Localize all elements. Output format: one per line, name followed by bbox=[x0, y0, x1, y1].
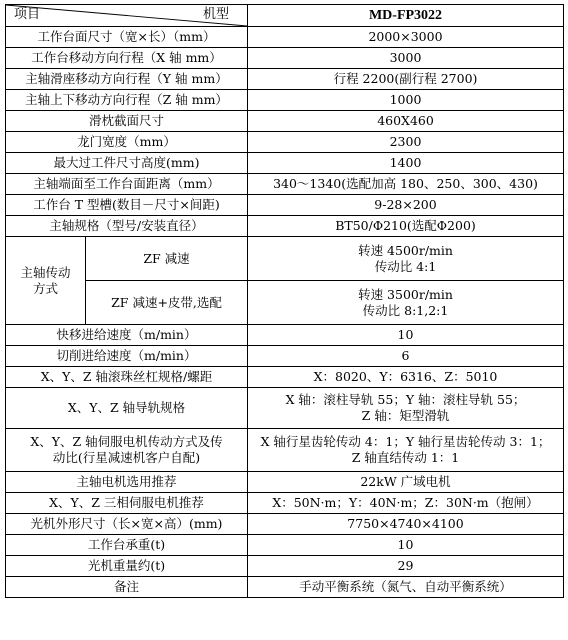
row-value: 2000×3000 bbox=[248, 27, 564, 48]
table-row bbox=[6, 472, 564, 493]
row-value: 29 bbox=[248, 556, 564, 577]
row-value: 22kW 广域电机 bbox=[248, 472, 564, 493]
ratio-value: 传动比 4:1 bbox=[374, 258, 437, 274]
speed-value: 转速 4500r/min bbox=[358, 242, 453, 258]
table-row bbox=[6, 153, 564, 174]
table-row bbox=[6, 132, 564, 153]
table-row bbox=[6, 195, 564, 216]
row-value: 10 bbox=[248, 535, 564, 556]
table-row bbox=[6, 346, 564, 367]
transmission-sub-value bbox=[248, 237, 564, 281]
table-row bbox=[6, 535, 564, 556]
row-label: X、Y、Z 轴滚珠丝杠规格/螺距 bbox=[6, 367, 248, 388]
row-value: X：8020、Y：6316、Z：5010 bbox=[248, 367, 564, 388]
row-label: 工作台面尺寸（宽×长）（mm） bbox=[6, 27, 248, 48]
row-value: 1000 bbox=[248, 90, 564, 111]
row-label: 切削进给速度（m/min） bbox=[6, 346, 248, 367]
row-label: 快移进给速度（m/min） bbox=[6, 325, 248, 346]
table-row bbox=[6, 514, 564, 535]
diagonal-header-cell bbox=[6, 5, 248, 27]
row-label: 主轴端面至工作台面距离（mm） bbox=[6, 174, 248, 195]
table-row bbox=[6, 48, 564, 69]
row-label: 主轴上下移动方向行程（Z 轴 mm） bbox=[6, 90, 248, 111]
servo-label-line1: X、Y、Z 轴伺服电机传动方式及传 bbox=[30, 434, 223, 449]
row-label: X、Y、Z 三相伺服电机推荐 bbox=[6, 493, 248, 514]
row-label bbox=[6, 429, 248, 472]
row-value: 手动平衡系统（氮气、自动平衡系统） bbox=[248, 577, 564, 598]
transmission-sub-label: ZF 减速+皮带,选配 bbox=[86, 281, 248, 325]
row-value: 1400 bbox=[248, 153, 564, 174]
row-label: 光机重量约(t) bbox=[6, 556, 248, 577]
row-label: 主轴电机选用推荐 bbox=[6, 472, 248, 493]
row-label: 最大过工件尺寸高度(mm) bbox=[6, 153, 248, 174]
table-row bbox=[6, 69, 564, 90]
item-header-label: 项目 bbox=[14, 7, 41, 22]
guide-value-line1: X 轴：滚柱导轨 55；Y 轴：滚柱导轨 55； bbox=[285, 392, 526, 407]
table-row bbox=[6, 367, 564, 388]
table-row bbox=[6, 493, 564, 514]
ratio-value: 传动比 8:1,2:1 bbox=[362, 302, 449, 318]
model-header-label: 机型 bbox=[202, 7, 229, 22]
row-label: 滑枕截面尺寸 bbox=[6, 111, 248, 132]
row-label: 备注 bbox=[6, 577, 248, 598]
row-value: X：50N·m；Y：40N·m；Z：30N·m（抱闸） bbox=[248, 493, 564, 514]
servo-value-line1: X 轴行星齿轮传动 4：1；Y 轴行星齿轮传动 3：1； bbox=[260, 434, 551, 449]
table-row bbox=[6, 174, 564, 195]
speed-value: 转速 3500r/min bbox=[358, 286, 453, 302]
row-label: 光机外形尺寸（长×宽×高）(mm) bbox=[6, 514, 248, 535]
table-row bbox=[6, 111, 564, 132]
table-row bbox=[6, 577, 564, 598]
row-label: 主轴滑座移动方向行程（Y 轴 mm） bbox=[6, 69, 248, 90]
servo-label-line2: 动比(行星减速机客户自配) bbox=[52, 450, 201, 465]
row-label: 主轴规格（型号/安装直径） bbox=[6, 216, 248, 237]
servo-value-line2: Z 轴直结传动 1：1 bbox=[351, 450, 460, 465]
transmission-sub-value bbox=[248, 281, 564, 325]
row-value bbox=[248, 429, 564, 472]
transmission-sub-label: ZF 减速 bbox=[86, 237, 248, 281]
transmission-label-line2: 方式 bbox=[32, 280, 58, 296]
table-row bbox=[6, 388, 564, 429]
table-row bbox=[6, 27, 564, 48]
spec-table bbox=[5, 4, 564, 598]
row-label: 工作台承重(t) bbox=[6, 535, 248, 556]
table-row bbox=[6, 90, 564, 111]
transmission-label-line1: 主轴传动 bbox=[20, 264, 71, 280]
row-value: 行程 2200(副行程 2700) bbox=[248, 69, 564, 90]
row-value: 10 bbox=[248, 325, 564, 346]
row-value: 9-28×200 bbox=[248, 195, 564, 216]
table-row bbox=[6, 237, 564, 281]
row-value: 6 bbox=[248, 346, 564, 367]
row-value: 3000 bbox=[248, 48, 564, 69]
table-row bbox=[6, 281, 564, 325]
table-row bbox=[6, 325, 564, 346]
header-row bbox=[6, 5, 564, 27]
row-label: X、Y、Z 轴导轨规格 bbox=[6, 388, 248, 429]
table-row bbox=[6, 429, 564, 472]
table-row bbox=[6, 556, 564, 577]
table-row bbox=[6, 216, 564, 237]
guide-value-line2: Z 轴：矩型滑轨 bbox=[361, 408, 450, 423]
row-value: 2300 bbox=[248, 132, 564, 153]
row-value: BT50/Φ210(选配Φ200) bbox=[248, 216, 564, 237]
model-value: MD-FP3022 bbox=[248, 5, 564, 27]
transmission-label bbox=[6, 237, 86, 325]
row-value: 340～1340(选配加高 180、250、300、430) bbox=[248, 174, 564, 195]
row-value: 460X460 bbox=[248, 111, 564, 132]
row-label: 工作台移动方向行程（X 轴 mm） bbox=[6, 48, 248, 69]
row-label: 龙门宽度（mm） bbox=[6, 132, 248, 153]
row-label: 工作台 T 型槽(数目－尺寸×间距) bbox=[6, 195, 248, 216]
row-value bbox=[248, 388, 564, 429]
row-value: 7750×4740×4100 bbox=[248, 514, 564, 535]
